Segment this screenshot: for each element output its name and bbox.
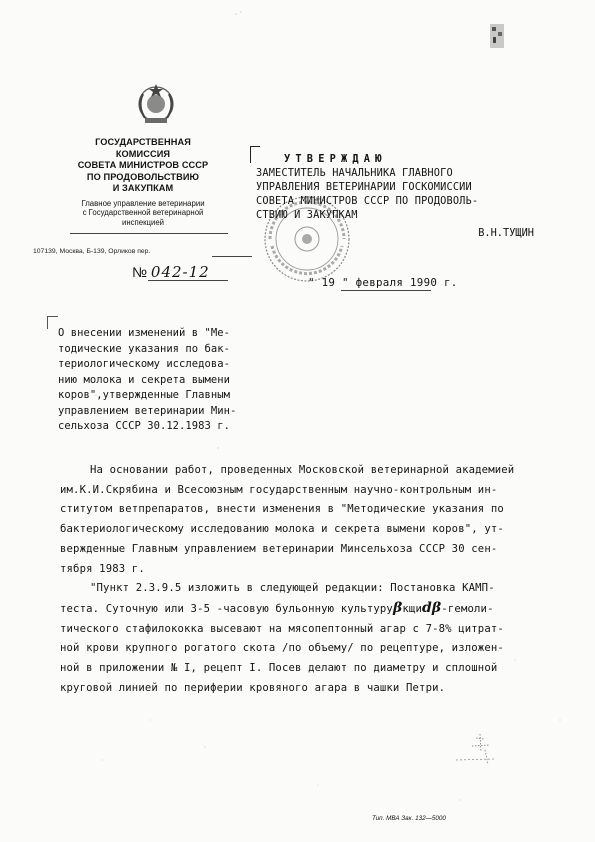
subject-line: териологическому исследова-: [58, 358, 231, 370]
letterhead: [58, 137, 228, 227]
handwritten-beta: β: [392, 599, 403, 616]
letterhead-line: И ЗАКУПКАМ: [112, 183, 174, 193]
body-line: На основании работ, проведенных Московской ветеринарной академией: [90, 464, 515, 476]
body-line: бактериологическому исследованию молока и секрета вымени коров", ут-: [60, 523, 504, 536]
item-line: ной в приложении № I, рецепт I. Посев делают по диаметру и сплошной: [60, 662, 498, 675]
letterhead-line: СОВЕТА МИНИСТРОВ СССР: [77, 160, 209, 170]
handwritten-delta: dβ: [421, 599, 442, 616]
item-line: "Пункт 2.3.9.5 изложить в следующей редакции: Постановка КАМП-: [90, 582, 495, 595]
item-line-text: теста. Суточную или 3-5 -часовую бульонную культуру: [60, 602, 393, 615]
date-rule: [341, 290, 431, 291]
letterhead-line: ПО ПРОДОВОЛЬСТВИЮ: [86, 171, 200, 182]
body-line: вержденные Главным управлением ветеринарии Минсельхоза СССР 30 сен-: [60, 542, 498, 555]
subject-block: [58, 326, 248, 435]
number-prefix: №: [132, 264, 148, 280]
item-line: круговой линией по периферии кровяного агара в чашки Петри.: [60, 681, 446, 694]
state-emblem-icon: [131, 78, 181, 128]
subject-line: сельхоза СССР 30.12.1983 г.: [58, 420, 231, 432]
culture-tail: -гемоли-: [441, 602, 494, 615]
item-line: тического стафилококка высевают на мясопептонный агар с 7-8% цитрат-: [60, 622, 504, 635]
corner-scan-mark: [487, 22, 507, 50]
body-line: им.К.И.Скрябина и Всесоюзным государственным научно-контрольным ин-: [60, 483, 498, 496]
document-number: [132, 263, 210, 281]
margin-scribble-icon: [450, 730, 498, 770]
item-line: ной крови крупного рогатого скота /по объему/ по рецептуре, изложен-: [60, 642, 504, 655]
letterhead-line: КОМИССИЯ: [115, 148, 171, 159]
approval-line: СОВЕТА МИНИСТРОВ СССР ПО ПРОДОВОЛЬ-: [256, 195, 479, 207]
address-rule: [212, 256, 252, 257]
letterhead-rule: [70, 233, 228, 234]
subject-bracket: [47, 316, 58, 329]
approval-line: УПРАВЛЕНИЯ ВЕТЕРИНАРИИ ГОСКОМИССИИ: [256, 181, 472, 193]
approval-line: СТВИЮ И ЗАКУПКАМ: [256, 209, 358, 221]
body-line: тября 1983 г.: [60, 562, 145, 575]
approval-block: [256, 152, 561, 240]
approval-date: " 19 " февраля 1990 г.: [308, 276, 458, 289]
subject-line: тодические указания по бак-: [58, 342, 231, 355]
subject-line: О внесении изменений в "Ме-: [58, 327, 231, 339]
subject-line: нию молока и секрета вымени: [58, 373, 231, 386]
subject-line: коров",утвержденные Главным: [58, 389, 231, 401]
culture-join: кщи: [402, 602, 422, 615]
letterhead-department: инспекцией: [121, 217, 165, 227]
body-line: ститутом ветпрепаратов, внести изменения в "Методические указания по: [60, 503, 504, 516]
letterhead-department: Главное управление ветеринарии: [81, 198, 205, 208]
item-line: [60, 599, 580, 620]
number-rule: [148, 280, 228, 281]
approval-title: УТВЕРЖДАЮ: [284, 153, 387, 165]
handwritten-number: 042-12: [150, 263, 210, 281]
approval-line: ЗАМЕСТИТЕЛЬ НАЧАЛЬНИКА ГЛАВНОГО: [256, 167, 453, 179]
letterhead-department: с Государственной ветеринарной: [82, 208, 204, 218]
letterhead-line: ГОСУДАРСТВЕННАЯ: [95, 137, 191, 147]
printing-info: Тип. МВА Зак. 132—5000: [372, 815, 446, 822]
body-text: [60, 461, 580, 698]
letterhead-address: 107139, Москва, Б-139, Орликов пер.: [33, 248, 151, 255]
subject-line: управлением ветеринарии Мин-: [58, 404, 237, 417]
approval-signatory: В.Н.ТУЩИН: [478, 227, 534, 239]
